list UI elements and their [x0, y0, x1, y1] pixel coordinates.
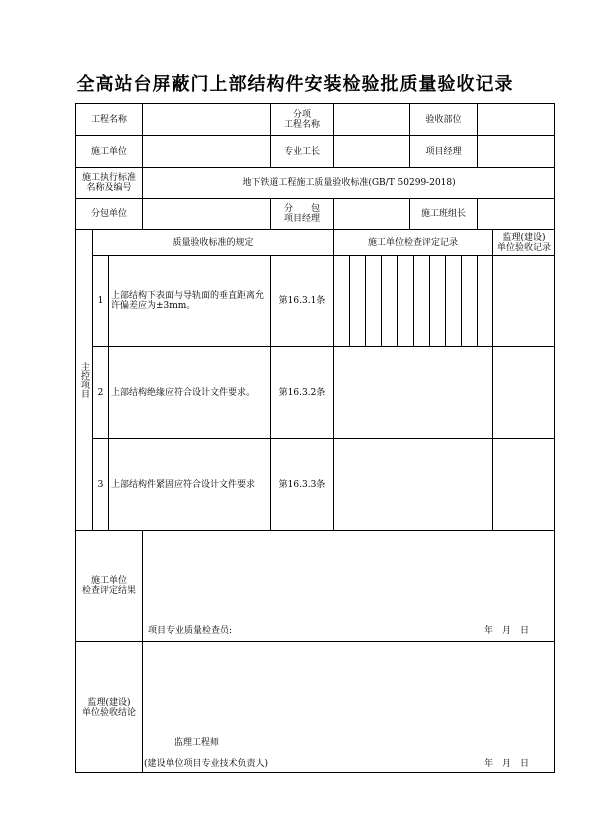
subcontract-pm-label-line2: 项目经理	[283, 214, 320, 224]
item-1-check-cell[interactable]	[413, 255, 429, 346]
item-1-check-cell[interactable]	[349, 255, 365, 346]
item-1-check-cell[interactable]	[333, 255, 349, 346]
supervising-engineer-note: (建设单位项目专业技术负责人)	[144, 759, 269, 769]
main-control-group-label	[75, 229, 92, 530]
construction-result-label-line2: 检查评定结果	[81, 586, 136, 596]
spec-header: 质量验收标准的规定	[92, 229, 333, 255]
item-3-supervisor-record[interactable]	[492, 438, 555, 530]
sub-project-value[interactable]	[333, 103, 409, 135]
construction-result-label	[75, 530, 142, 641]
item-1-number: 1	[92, 255, 108, 346]
check-record-header: 施工单位检查评定记录	[333, 229, 492, 255]
sub-project-label	[270, 103, 333, 135]
acceptance-part-label: 验收部位	[409, 103, 477, 135]
subcontract-unit-label: 分包单位	[75, 198, 142, 229]
item-2-clause: 第16.3.2条	[270, 346, 333, 438]
supervision-result-label	[75, 641, 142, 773]
supervision-result-label-line2: 单位验收结论	[81, 707, 136, 718]
item-1-check-cell[interactable]	[429, 255, 445, 346]
supervision-result-area[interactable]	[142, 641, 555, 773]
item-3-check-record[interactable]	[333, 438, 492, 530]
project-manager-label: 项目经理	[409, 135, 477, 167]
subcontract-pm-value[interactable]	[333, 198, 409, 229]
team-leader-label: 施工班组长	[409, 198, 477, 229]
page-title: 全高站台屏蔽门上部结构件安装检验批质量验收记录	[76, 74, 514, 95]
item-3-text: 上部结构件紧固应符合设计文件要求	[108, 438, 270, 530]
item-1-check-cell[interactable]	[461, 255, 477, 346]
main-control-group-text: 主控项目	[79, 362, 89, 398]
item-3-number: 3	[92, 438, 108, 530]
subcontract-unit-value[interactable]	[142, 198, 270, 229]
project-manager-value[interactable]	[477, 135, 555, 167]
sub-project-label-line2: 工程名称	[283, 119, 320, 130]
foreman-label: 专业工长	[270, 135, 333, 167]
supervisor-record-header	[492, 229, 555, 255]
acceptance-part-value[interactable]	[477, 103, 555, 135]
item-1-check-cell[interactable]	[445, 255, 461, 346]
construction-unit-label: 施工单位	[75, 135, 142, 167]
construction-unit-value[interactable]	[142, 135, 270, 167]
subcontract-pm-label	[270, 198, 333, 229]
standard-label	[75, 167, 142, 198]
supervision-result-date: 年 月 日	[484, 759, 530, 769]
foreman-value[interactable]	[333, 135, 409, 167]
construction-result-label-line1: 施工单位	[90, 576, 127, 586]
item-1-text: 上部结构下表面与导轨面的垂直距离允许偏差应为±3mm。	[108, 255, 270, 346]
item-1-check-cell[interactable]	[365, 255, 381, 346]
item-2-text: 上部结构绝缘应符合设计文件要求。	[108, 346, 270, 438]
supervisor-header-line2: 单位验收记录	[496, 242, 551, 253]
project-name-label: 工程名称	[75, 103, 142, 135]
construction-result-area[interactable]	[142, 530, 555, 641]
item-2-supervisor-record[interactable]	[492, 346, 555, 438]
item-3-clause: 第16.3.3条	[270, 438, 333, 530]
item-1-check-cell[interactable]	[397, 255, 413, 346]
project-name-value[interactable]	[142, 103, 270, 135]
team-leader-value[interactable]	[477, 198, 555, 229]
supervising-engineer-label: 监理工程师	[174, 738, 220, 748]
standard-value: 地下铁道工程施工质量验收标准(GB/T 50299-2018)	[142, 167, 555, 198]
standard-label-line2: 名称及编号	[86, 183, 132, 193]
subcontract-pm-label-line1: 分 包	[283, 204, 320, 214]
item-1-clause: 第16.3.1条	[270, 255, 333, 346]
supervision-result-label-line1: 监理(建设)	[87, 697, 131, 708]
standard-label-line1: 施工执行标准	[81, 173, 136, 183]
item-2-number: 2	[92, 346, 108, 438]
item-1-check-cell[interactable]	[381, 255, 397, 346]
item-1-check-cell[interactable]	[477, 255, 492, 346]
construction-result-date: 年 月 日	[484, 626, 530, 636]
item-2-check-record[interactable]	[333, 346, 492, 438]
supervisor-header-line1: 监理(建设)	[502, 232, 546, 243]
item-1-supervisor-record[interactable]	[492, 255, 555, 346]
quality-inspector-label: 项目专业质量检查员:	[148, 626, 233, 636]
sub-project-label-line1: 分项	[292, 109, 311, 120]
